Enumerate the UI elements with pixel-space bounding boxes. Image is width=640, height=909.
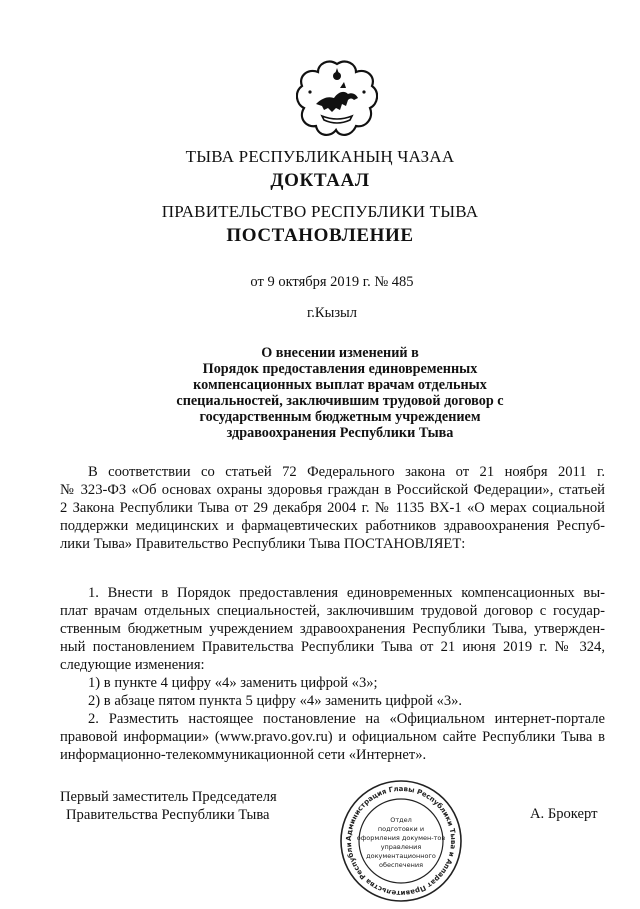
preamble-line: 2 Закона Республики Тыва от 29 декабря 2004 г. № 1135 ВХ-1 «О мерах социальной [60, 500, 605, 516]
title-line: О внесении изменений в [261, 345, 419, 361]
preamble-line: В соответствии со статьей 72 Федерального закона от 21 ноября 2011 г. [88, 464, 605, 480]
title-line: специальностей, заключившим трудовой договор с [176, 393, 504, 409]
stamp-center-line: оформления докумен-тов [356, 834, 446, 842]
signatory-position [60, 788, 277, 824]
header-tuvan-government: ТЫВА РЕСПУБЛИКАНЫҢ ЧАЗАА [185, 147, 455, 166]
stamp-center-line: подготовки и [377, 825, 425, 833]
stamp-center-line: обеспечения [378, 861, 424, 869]
date-number: от 9 октября 2019 г. № 485 [250, 274, 414, 290]
signatory-position-line: Первый заместитель Председателя [60, 789, 277, 805]
stamp-ring-text: Администрация Главы Республики Тыва и Аппарат Правительства Республи [344, 784, 458, 898]
stamp-center-line: управления [380, 843, 422, 851]
emblem-icon [296, 58, 378, 138]
preamble-line: лики Тыва» Правительство Республики Тыва ПОСТАНОВЛЯЕТ: [60, 536, 466, 552]
signatory-name: А. Брокерт [530, 806, 598, 822]
item-1-line: ный постановлением Правительства Республики Тыва от 21 июня 2019 г. № 324, [60, 639, 605, 655]
title-line: государственным бюджетным учреждением [199, 409, 481, 425]
official-stamp [338, 778, 464, 904]
item-1-line: следующие изменения: [60, 657, 205, 673]
title-line: здравоохранения Республики Тыва [226, 425, 454, 441]
header-resolution: ПОСТАНОВЛЕНИЕ [226, 225, 414, 246]
header-tuvan-resolution: ДОКТААЛ [270, 170, 370, 191]
item-1-paragraph [60, 584, 605, 710]
item-2-line: 2. Разместить настоящее постановление на «Официальном интернет-портале [88, 711, 605, 727]
item-1-line: плат врачам отдельных специальностей, заключившим трудовой договор с государ- [60, 603, 605, 619]
stamp-center-line: Отдел [390, 816, 412, 824]
item-2-line: информационно-телекоммуникационной сети «Интернет». [60, 747, 427, 763]
preamble-line: поддержки медицинских и фармацевтических работников здравоохранения Респуб- [60, 518, 605, 534]
item-2-line: правовой информации» (www.pravo.gov.ru) и официальном сайте Республики Тыва в [60, 729, 605, 745]
subitem-2: 2) в абзаце пятом пункта 5 цифру «4» заменить цифрой «3». [88, 693, 463, 709]
header-government: ПРАВИТЕЛЬСТВО РЕСПУБЛИКИ ТЫВА [161, 202, 479, 221]
city: г.Кызыл [306, 305, 358, 321]
subitem-1: 1) в пункте 4 цифру «4» заменить цифрой «3»; [88, 675, 378, 691]
preamble-paragraph [60, 463, 605, 553]
title-line: компенсационных выплат врачам отдельных [193, 377, 487, 393]
signatory-position-line: Правительства Республики Тыва [66, 807, 270, 823]
item-1-line: 1. Внести в Порядок предоставления единовременных компенсационных вы- [88, 585, 605, 601]
title-line: Порядок предоставления единовременных [202, 361, 478, 377]
document-title [120, 345, 560, 441]
item-1-line: ственным бюджетным учреждением здравоохранения Республики Тыва, утвержден- [60, 621, 605, 637]
item-2-paragraph [60, 710, 605, 764]
stamp-center-line: документационного [366, 852, 436, 860]
preamble-line: № 323-ФЗ «Об основах охраны здоровья граждан в Российской Федерации», статьей [60, 482, 605, 498]
